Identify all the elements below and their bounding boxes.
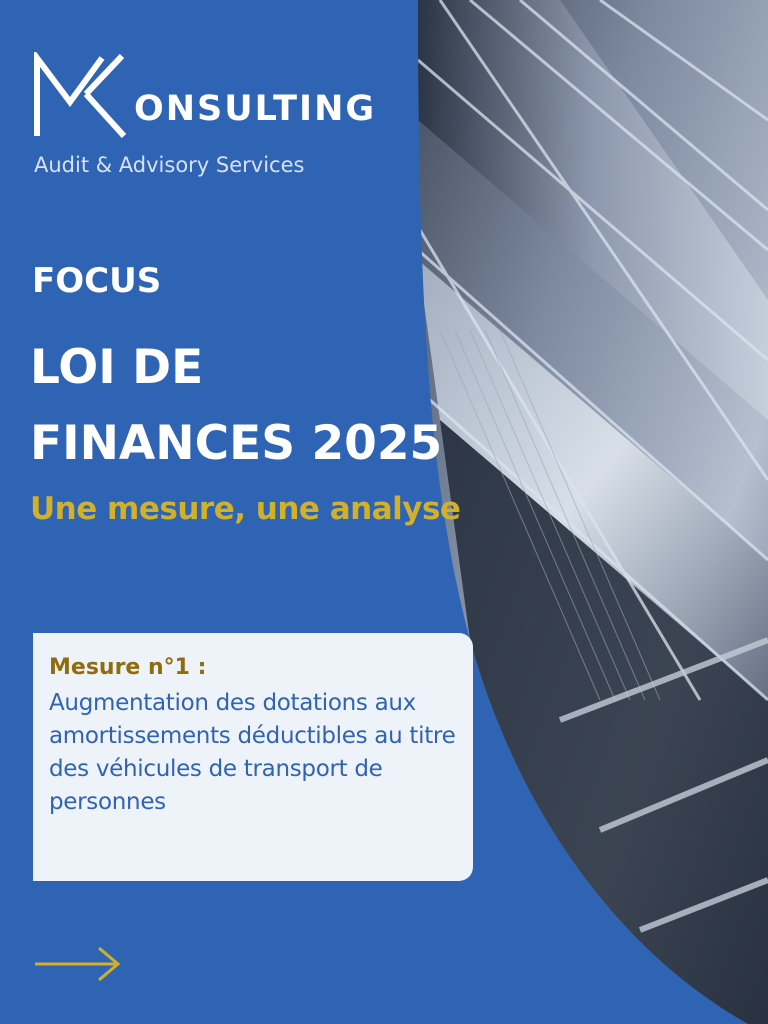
brand-tagline: Audit & Advisory Services <box>34 153 305 177</box>
page-title-line-2: FINANCES 2025 <box>30 416 443 471</box>
measure-card <box>33 633 473 881</box>
measure-description: Augmentation des dotations aux amortissements déductibles au titre des véhicules de transport de personnes <box>49 690 456 815</box>
page-title-line-1: LOI DE <box>30 340 204 395</box>
brand-logo <box>34 52 377 192</box>
arrow-right-icon[interactable] <box>33 946 123 982</box>
mk-monogram-icon <box>34 52 134 138</box>
brand-name: ONSULTING <box>134 89 377 129</box>
measure-label: Mesure n°1 : <box>49 655 207 680</box>
page-subtitle: Une mesure, une analyse <box>30 491 461 527</box>
focus-kicker: FOCUS <box>32 261 162 301</box>
